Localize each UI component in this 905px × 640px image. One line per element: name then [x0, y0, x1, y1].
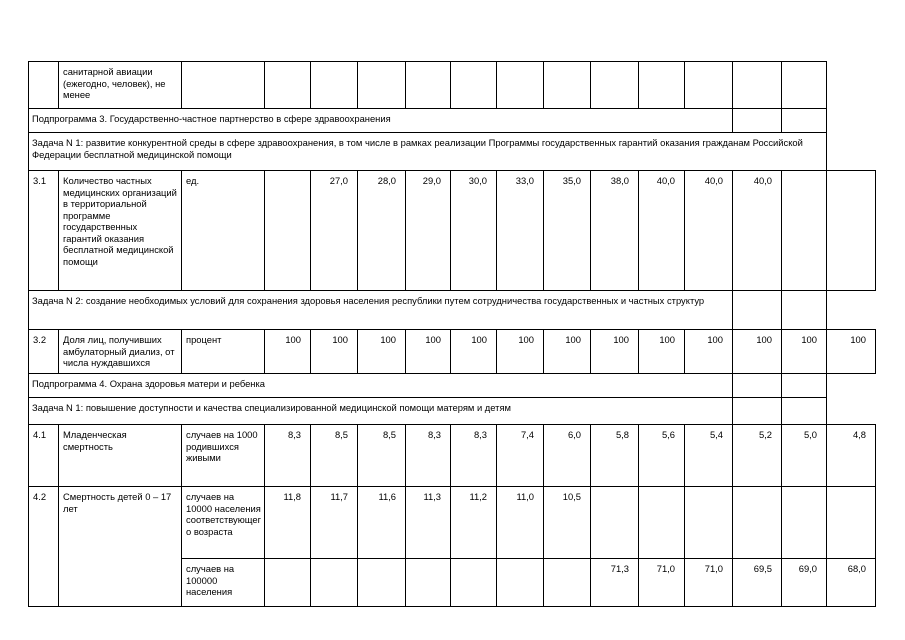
value-cell: 71,0	[685, 559, 733, 607]
value-cell	[782, 171, 827, 291]
unit-cell: случаев на 100000 населения	[182, 559, 265, 607]
value-cell: 71,3	[591, 559, 639, 607]
indicator-name-cell: Смертность детей 0 – 17 лет	[59, 487, 182, 607]
task-row	[29, 291, 876, 330]
subprogram-row	[29, 374, 876, 398]
table-row	[29, 330, 876, 374]
table-row	[29, 62, 876, 109]
value-cell: 5,8	[591, 425, 639, 487]
row-number-cell: 3.2	[29, 330, 59, 374]
value-cell	[685, 487, 733, 559]
value-cell	[544, 559, 591, 607]
value-cell: 29,0	[406, 171, 451, 291]
value-cell	[451, 559, 497, 607]
indicator-name-cell: Младенческая смертность	[59, 425, 182, 487]
subprogram-title: Подпрограмма 3. Государственно-частное партнерство в сфере здравоохранения	[29, 109, 733, 133]
value-cell: 40,0	[685, 171, 733, 291]
task-title: Задача N 1: развитие конкурентной среды в сфере здравоохранения, в том числе в рамках реализации Программы государственных гарантий оказания гражданам Российской Федерации бесплатной медицинской помощи	[29, 133, 827, 171]
value-cell: 100	[451, 330, 497, 374]
value-cell: 100	[782, 330, 827, 374]
value-cell: 100	[733, 330, 782, 374]
value-cell: 100	[265, 330, 311, 374]
unit-cell	[182, 62, 265, 109]
value-cell: 68,0	[827, 559, 876, 607]
value-cell: 100	[406, 330, 451, 374]
value-cell: 71,0	[639, 559, 685, 607]
value-cell	[265, 559, 311, 607]
value-cell: 8,5	[311, 425, 358, 487]
value-cell: 28,0	[358, 171, 406, 291]
value-cell: 69,0	[782, 559, 827, 607]
value-cell	[827, 487, 876, 559]
value-cell: 11,0	[497, 487, 544, 559]
indicator-name-cell: санитарной авиации (ежегодно, человек), не менее	[59, 62, 182, 109]
row-number-cell: 4.2	[29, 487, 59, 607]
value-cell	[782, 487, 827, 559]
value-cell: 11,8	[265, 487, 311, 559]
value-cell: 100	[497, 330, 544, 374]
value-cell	[311, 559, 358, 607]
value-cell: 35,0	[544, 171, 591, 291]
value-cell: 8,3	[265, 425, 311, 487]
value-cell	[639, 487, 685, 559]
value-cell: 5,0	[782, 425, 827, 487]
row-number-cell	[29, 62, 59, 109]
value-cell: 100	[591, 330, 639, 374]
table-row	[29, 171, 876, 291]
value-cell: 8,5	[358, 425, 406, 487]
value-cell: 11,2	[451, 487, 497, 559]
value-cell: 40,0	[733, 171, 782, 291]
task-title: Задача N 1: повышение доступности и качества специализированной медицинской помощи матерям и детям	[29, 398, 733, 425]
value-cell	[591, 487, 639, 559]
value-cell: 8,3	[406, 425, 451, 487]
value-cell: 11,3	[406, 487, 451, 559]
value-cell: 100	[639, 330, 685, 374]
value-cell: 10,5	[544, 487, 591, 559]
value-cell: 40,0	[639, 171, 685, 291]
value-cell	[733, 487, 782, 559]
value-cell: 7,4	[497, 425, 544, 487]
row-number-cell: 4.1	[29, 425, 59, 487]
task-title: Задача N 2: создание необходимых условий для сохранения здоровья населения республики путем сотрудничества государственных и частных структур	[29, 291, 733, 330]
value-cell: 100	[311, 330, 358, 374]
value-cell	[497, 559, 544, 607]
value-cell: 6,0	[544, 425, 591, 487]
value-cell: 5,2	[733, 425, 782, 487]
value-cell: 5,6	[639, 425, 685, 487]
value-cell: 69,5	[733, 559, 782, 607]
value-cell: 5,4	[685, 425, 733, 487]
value-cell: 4,8	[827, 425, 876, 487]
indicator-name-cell: Количество частных медицинских организаций в территориальной программе государственных гарантий оказания бесплатной медицинской помощи	[59, 171, 182, 291]
row-number-cell: 3.1	[29, 171, 59, 291]
value-cell: 33,0	[497, 171, 544, 291]
task-row	[29, 133, 876, 171]
value-cell	[265, 171, 311, 291]
task-row	[29, 398, 876, 425]
value-cell	[827, 171, 876, 291]
table-row	[29, 425, 876, 487]
indicators-table	[28, 61, 876, 607]
value-cell: 100	[827, 330, 876, 374]
table-row	[29, 487, 876, 559]
value-cell: 100	[544, 330, 591, 374]
value-cell: 11,7	[311, 487, 358, 559]
value-cell: 8,3	[451, 425, 497, 487]
value-cell: 30,0	[451, 171, 497, 291]
value-cell: 11,6	[358, 487, 406, 559]
value-cell: 100	[358, 330, 406, 374]
value-cell	[358, 559, 406, 607]
value-cell: 100	[685, 330, 733, 374]
unit-cell: случаев на 10000 населения соответствующего возраста	[182, 487, 265, 559]
subprogram-row	[29, 109, 876, 133]
unit-cell: случаев на 1000 родившихся живыми	[182, 425, 265, 487]
indicator-name-cell: Доля лиц, получивших амбулаторный диализ, от числа нуждавшихся	[59, 330, 182, 374]
unit-cell: ед.	[182, 171, 265, 291]
subprogram-title: Подпрограмма 4. Охрана здоровья матери и ребенка	[29, 374, 733, 398]
value-cell	[406, 559, 451, 607]
unit-cell: процент	[182, 330, 265, 374]
value-cell: 27,0	[311, 171, 358, 291]
value-cell: 38,0	[591, 171, 639, 291]
